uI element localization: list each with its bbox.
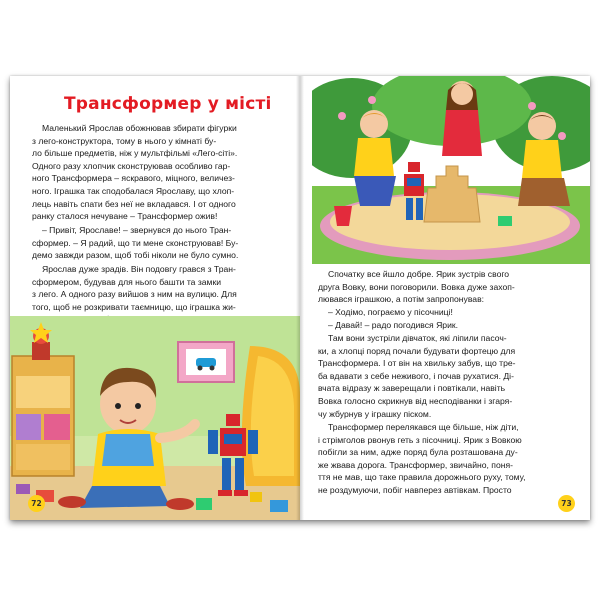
- text-line: Спочатку все йшло добре. Ярик зустрів свого: [328, 269, 510, 279]
- room-scene-image: [10, 316, 300, 520]
- text-line: того, щоб не розкривати таємницю, що іграшка жи-: [32, 301, 236, 312]
- text-line: же жвава дорога. Трансформер, звичайно, поня-: [318, 459, 513, 470]
- text-line: лець навіть спати без неї не вкладався. І от одного: [32, 198, 236, 209]
- right-paragraph-2: [318, 306, 576, 331]
- sandbox-scene-image: [312, 76, 590, 264]
- text-line: ного Трансформера – яскравого, міцного, величез-: [32, 173, 235, 184]
- text-line: ки, а хлопці поряд почали будувати фортецю для: [318, 345, 516, 356]
- text-line: чу жбурнув у іграшку піском.: [318, 408, 432, 419]
- text-line: демо завжди разом, щоб тобі ніколи не було сумно.: [32, 250, 239, 261]
- sandbox-illustration: [312, 76, 590, 264]
- boy-with-robot-illustration: [10, 316, 300, 520]
- text-line: Там вони зустріли дівчаток, які ліпили пасоч-: [328, 333, 507, 343]
- text-line: з лего-конструктора, тому в нього у кімнаті бу-: [32, 135, 217, 146]
- text-line: ранку сталося нечуване – Трансформер ожив!: [32, 211, 218, 222]
- text-line: і стрімголов рвонув геть з пісочниці. Ярик з Вовкою: [318, 434, 522, 445]
- text-line: ба вдавати з себе неживого, і почав рухатися. Ді-: [318, 370, 514, 381]
- open-book: [10, 76, 590, 520]
- text-line: друга Вовку, вони поговорили. Вовка дуже захоп-: [318, 281, 515, 292]
- text-line: Трансформера. І от він на хвильку забув, що тре-: [318, 358, 516, 369]
- text-line: сформер. – Я радий, що ти мене сконструював! Бу-: [32, 237, 239, 248]
- left-page: [10, 76, 300, 520]
- text-line: – Ходімо, пограємо у пісочниці!: [328, 307, 453, 317]
- text-line: сформером, будував для нього башти та замки: [32, 276, 222, 287]
- left-paragraph-2: [32, 224, 284, 262]
- book-spine-shadow: [296, 76, 304, 520]
- right-paragraph-1: [318, 268, 576, 306]
- right-page: [300, 76, 590, 520]
- text-line: Вовка голосно скрикнув від несподіванки і згаря-: [318, 395, 513, 406]
- text-line: ного. Іграшка так сподобалася Ярославу, що хлоп-: [32, 185, 235, 196]
- text-line: ття не мав, що таке правила дорожнього руху, тому,: [318, 472, 526, 483]
- text-line: не роздумуючи, побіг навперез автівкам. Просто: [318, 484, 512, 495]
- text-line: ло більше предметів, ніж у мультфільмі «Лего-сіті».: [32, 148, 238, 159]
- page-number-left: 72: [28, 495, 45, 512]
- text-line: Одного разу хлопчик сконструював особливо гар-: [32, 160, 231, 171]
- page-number-right: 73: [558, 495, 575, 512]
- text-line: з лего. А одного разу вийшов з ним на вулицю. Для: [32, 289, 237, 300]
- text-line: Ярослав дуже зрадів. Він подовгу грався з Тран-: [42, 264, 236, 274]
- text-line: – Привіт, Ярославе! – звернувся до нього Тран-: [42, 225, 232, 235]
- right-paragraph-4: [318, 421, 576, 497]
- text-line: Маленький Ярослав обожнював збирати фігурки: [42, 123, 237, 133]
- text-line: вчата відразу ж заверещали і повтікали, навіть: [318, 383, 506, 394]
- text-line: Трансформер перелякався ще більше, ніж діти,: [328, 422, 519, 432]
- text-line: побігли за ним, адже поряд була розташована ду-: [318, 447, 518, 458]
- left-paragraph-1: [32, 122, 284, 223]
- story-title: Трансформер у місті: [64, 94, 272, 114]
- text-line: – Давай! – радо погодився Ярик.: [328, 319, 459, 330]
- text-line: лювався іграшкою, а потім запропонував:: [318, 294, 485, 305]
- right-paragraph-3: [318, 332, 576, 420]
